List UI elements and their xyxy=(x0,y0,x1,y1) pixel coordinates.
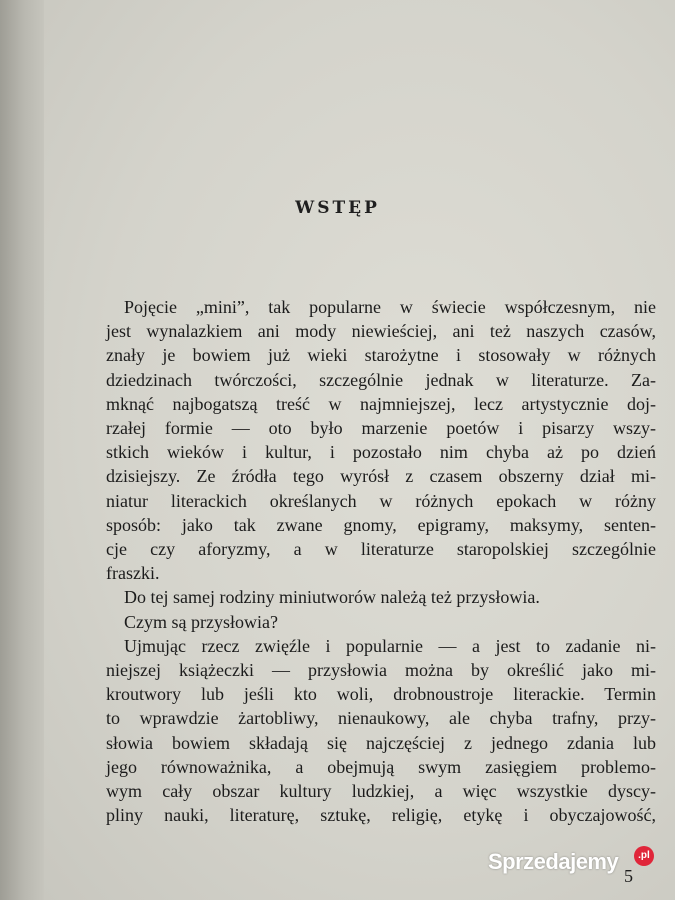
text-line: Do tej samej rodziny miniutworów należą też przysłowia. xyxy=(124,587,540,608)
body-text xyxy=(106,295,656,827)
watermark-logo: Sprzedajemy xyxy=(488,849,619,874)
text-line: cje czy aforyzmy, a w literaturze staropolskiej szczególnie xyxy=(106,539,656,560)
text-line: dzisiejszy. Ze źródła tego wyrósł z czasem obszerny dział mi- xyxy=(106,466,656,487)
text-line: jego równoważnika, a obejmują swym zasięgiem problemo- xyxy=(106,756,656,777)
text-line: słowia bowiem składają się najczęściej z jednego zdania lub xyxy=(106,732,656,753)
text-line: niatur literackich określanych w różnych epokach w różny xyxy=(106,490,656,511)
text-line: mknąć najbogatszą treść w najmniejszej, lecz artystycznie doj- xyxy=(106,393,656,414)
text-line: Pojęcie „mini”, tak popularne w świecie współczesnym, nie xyxy=(124,297,656,317)
text-line: rzałej formie — oto było marzenie poetów i pisarzy wszy- xyxy=(106,418,656,439)
page-number: 5 xyxy=(624,866,633,886)
text-line: kroutwory lub jeśli kto woli, drobnoustroje literackie. Termin xyxy=(106,684,656,705)
text-line: to wprawdzie żartobliwy, nienaukowy, ale chyba trafny, przy- xyxy=(106,708,656,729)
text-line: niejszej książeczki — przysłowia można by określić jako mi- xyxy=(106,660,656,681)
text-line: Czym są przysłowia? xyxy=(124,611,278,632)
text-line: Ujmując rzecz zwięźle i popularnie — a jest to zadanie ni- xyxy=(124,635,656,656)
book-binding xyxy=(0,0,44,900)
text-line: fraszki. xyxy=(106,563,160,584)
chapter-title: WSTĘP xyxy=(295,198,380,218)
text-line: sposób: jako tak zwane gnomy, epigramy, maksymy, senten- xyxy=(106,514,656,535)
text-line: znały je bowiem już wieki starożytne i stosowały w różnych xyxy=(106,345,656,366)
text-line: stkich wieków i kultur, i pozostało nim chyba aż po dzień xyxy=(106,442,656,463)
text-line: pliny nauki, literaturę, sztukę, religię, etykę i obyczajowość, xyxy=(106,805,656,826)
text-line: dziedzinach twórczości, szczególnie jednak w literaturze. Za- xyxy=(106,369,656,390)
watermark-dot-icon: .pl xyxy=(634,846,654,866)
text-line: jest wynalazkiem ani mody niewieściej, ani też naszych czasów, xyxy=(106,321,656,342)
text-line: wym cały obszar kultury ludzkiej, a więc wszystkie dyscy- xyxy=(106,781,656,802)
